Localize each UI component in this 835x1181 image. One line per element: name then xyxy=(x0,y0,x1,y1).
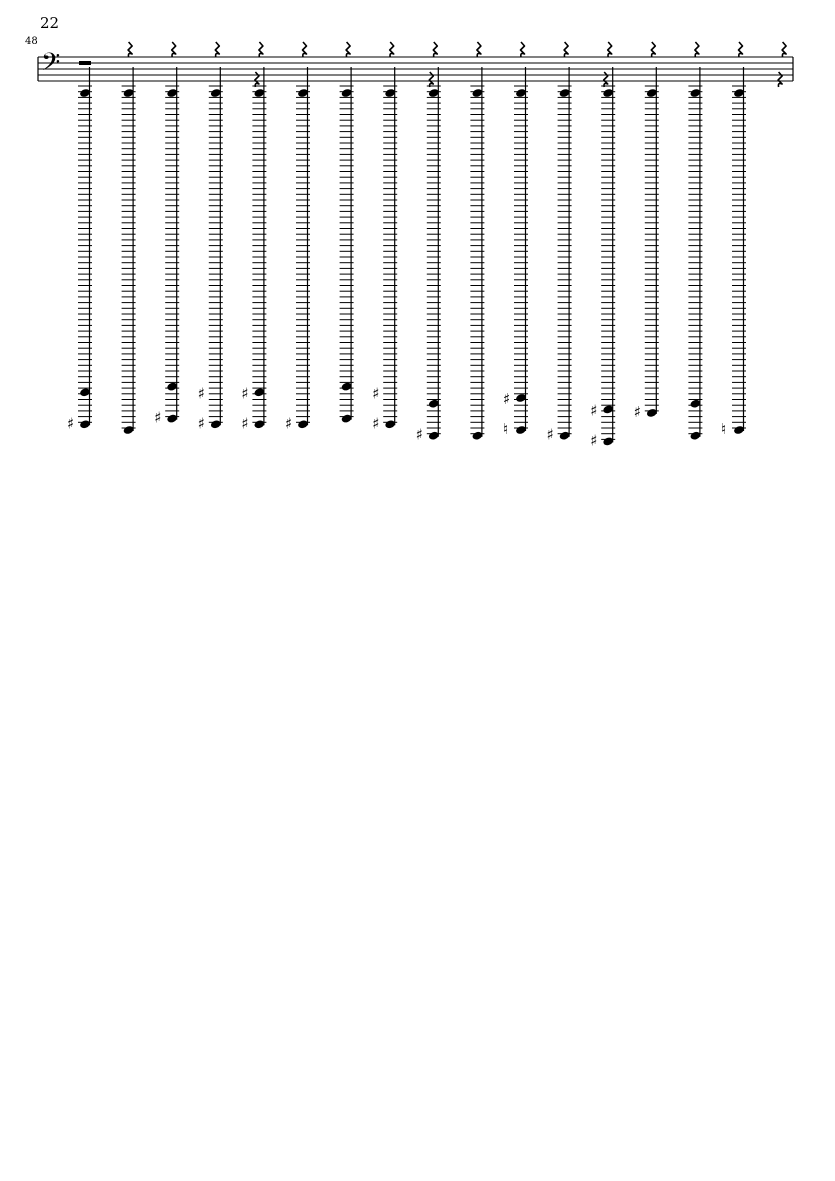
quarter-rest xyxy=(433,42,437,57)
sharp-sign: ♯ xyxy=(415,425,424,444)
quarter-rest xyxy=(346,42,350,57)
sharp-sign: ♯ xyxy=(546,425,554,444)
sharp-sign: ♯ xyxy=(241,384,249,403)
quarter-rest xyxy=(303,42,307,57)
quarter-rest xyxy=(604,72,608,87)
bass-clef: 𝄢 xyxy=(41,48,61,83)
quarter-rest xyxy=(128,42,132,57)
sharp-sign: ♯ xyxy=(154,408,162,427)
sharp-sign: ♯ xyxy=(590,431,598,450)
half-rest xyxy=(79,61,91,65)
sharp-sign: ♯ xyxy=(285,414,293,433)
quarter-rest xyxy=(390,42,394,57)
quarter-rest xyxy=(255,72,259,87)
sharp-sign: ♯ xyxy=(372,414,380,433)
quarter-rest xyxy=(651,42,655,57)
sharp-sign: ♯ xyxy=(241,414,249,433)
quarter-rest xyxy=(477,42,481,57)
natural-sign: ♮ xyxy=(503,420,509,438)
quarter-rest xyxy=(608,42,612,57)
natural-sign: ♮ xyxy=(721,420,727,438)
quarter-rest xyxy=(695,42,699,57)
quarter-rest xyxy=(782,42,786,57)
quarter-rest xyxy=(739,42,743,57)
measure-number: 48 xyxy=(25,36,38,47)
sharp-sign: ♯ xyxy=(67,414,75,433)
quarter-rest xyxy=(429,72,433,87)
quarter-rest xyxy=(564,42,568,57)
quarter-rest xyxy=(778,72,782,87)
quarter-rest xyxy=(521,42,525,57)
sharp-sign: ♯ xyxy=(197,414,206,433)
quarter-rest xyxy=(172,42,176,57)
quarter-rest xyxy=(215,42,219,57)
sharp-sign: ♯ xyxy=(633,402,642,421)
sharp-sign: ♯ xyxy=(503,390,511,408)
page-number: 22 xyxy=(40,14,60,32)
sharp-sign: ♯ xyxy=(372,384,380,403)
quarter-rest xyxy=(259,42,263,57)
sharp-sign: ♯ xyxy=(197,384,206,403)
sharp-sign: ♯ xyxy=(590,401,598,420)
